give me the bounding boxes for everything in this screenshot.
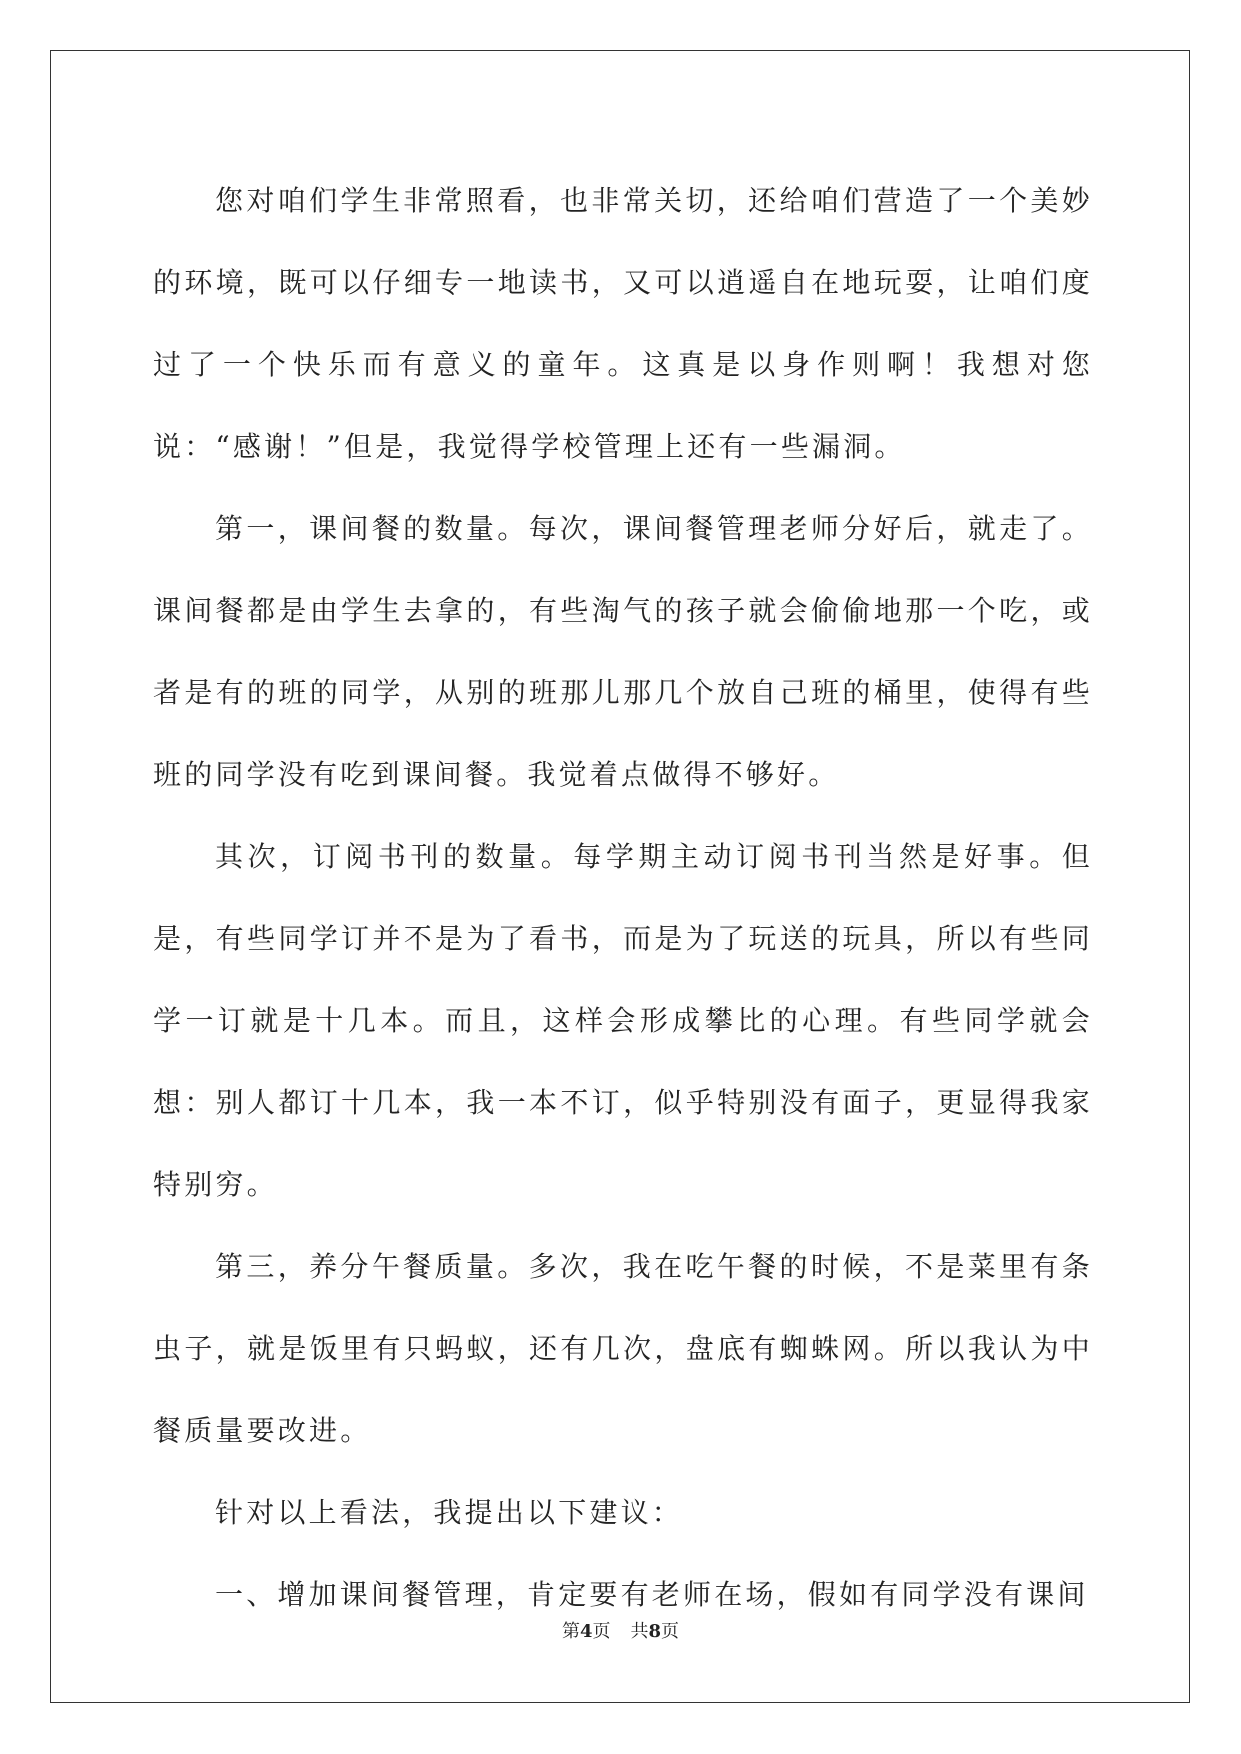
paragraph-suggestions-intro: 针对以上看法，我提出以下建议： xyxy=(215,1496,684,1529)
paragraph-lunch-quality: 第三，养分午餐质量。多次，我在吃午餐的时候，不是菜里有条虫子，就是饭里有只蚂蚁，还有几次，盘底有蜘蛛网。所以我认为中餐质量要改进。 xyxy=(153,1250,1093,1447)
page-prefix: 第 xyxy=(561,1621,580,1642)
paragraph-book-subscription: 其次，订阅书刊的数量。每学期主动订阅书刊当然是好事。但是，有些同学订并不是为了看书，而是为了玩送的玩具，所以有些同学一订就是十几本。而且，这样会形成攀比的心理。有些同学就会想：别人都订十几本，我一本不订，似乎特别没有面子，更显得我家特别穷。 xyxy=(153,840,1093,1201)
page-suffix: 页 xyxy=(592,1621,611,1642)
document-body xyxy=(153,160,1093,1636)
paragraph-snack-quantity: 第一，课间餐的数量。每次，课间餐管理老师分好后，就走了。课间餐都是由学生去拿的，有些淘气的孩子就会偷偷地那一个吃，或者是有的班的同学，从别的班那儿那几个放自己班的桶里，使得有些班的同学没有吃到课间餐。我觉着点做得不够好。 xyxy=(153,512,1093,791)
total-pages-number: 8 xyxy=(648,1621,662,1642)
current-page-number: 4 xyxy=(579,1621,593,1642)
paragraph-suggestion-one: 一、增加课间餐管理，肯定要有老师在场，假如有同学没有课间 xyxy=(215,1578,1089,1611)
paragraph-gratitude: 您对咱们学生非常照看，也非常关切，还给咱们营造了一个美妙的环境，既可以仔细专一地读书，又可以逍遥自在地玩耍，让咱们度过了一个快乐而有意义的童年。这真是以身作则啊！我想对您说：“感谢！”但是，我觉得学校管理上还有一些漏洞。 xyxy=(153,184,1093,463)
total-prefix: 共 xyxy=(630,1621,649,1642)
total-suffix: 页 xyxy=(661,1621,680,1642)
page-footer xyxy=(0,1617,1241,1643)
